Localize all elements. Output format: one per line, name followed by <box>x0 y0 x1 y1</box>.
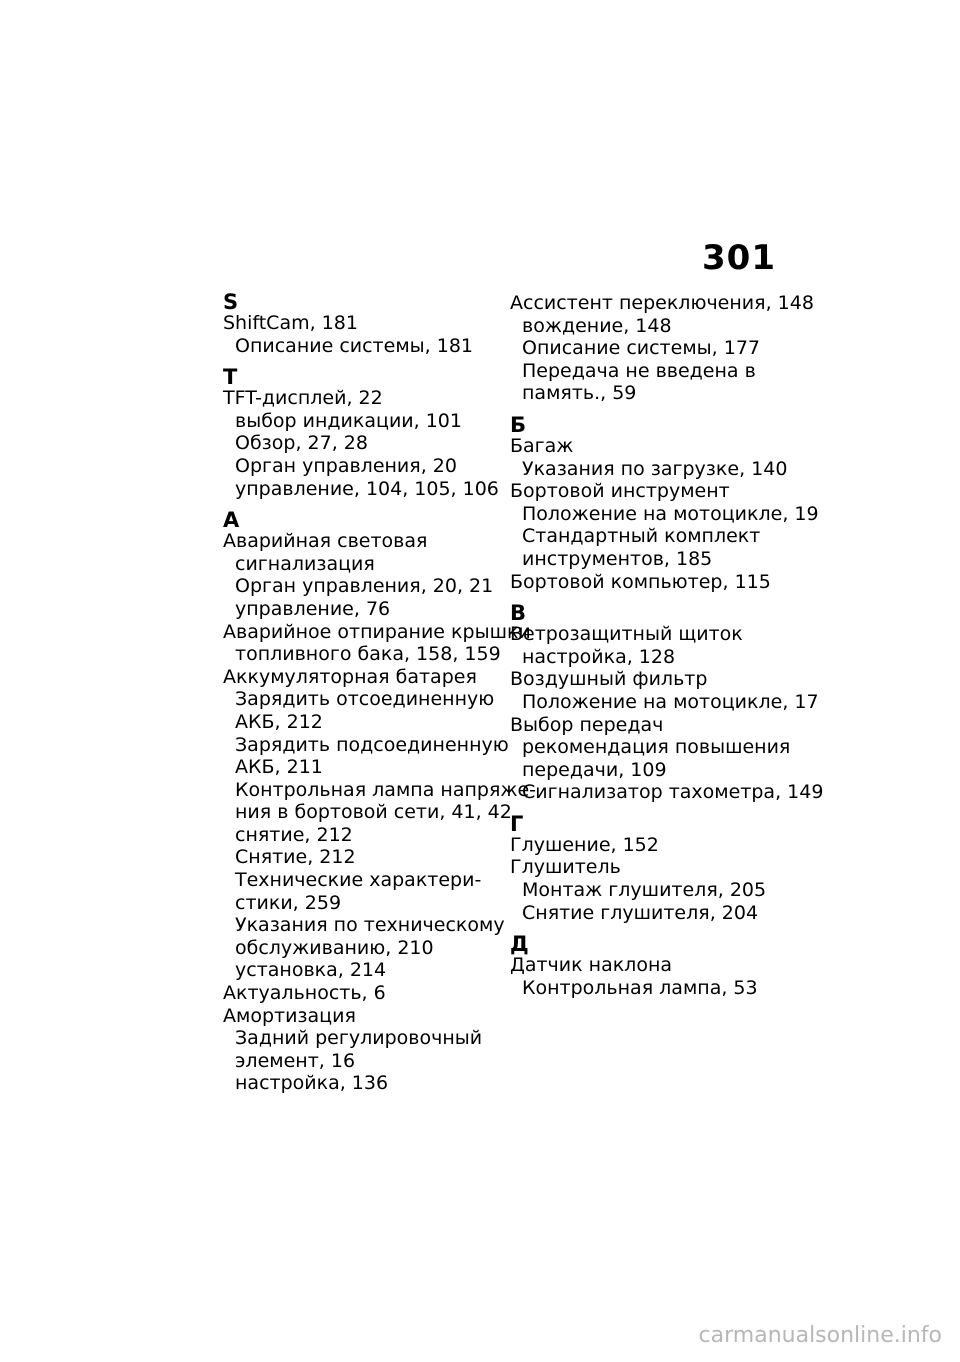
index-entry-line: Ассистент переключения, 148 <box>510 292 814 314</box>
index-subentry-line: Описание системы, 177 <box>522 337 760 360</box>
index-subentry-line: Орган управления, 20 <box>235 454 457 477</box>
index-subentry-line: настройка, 136 <box>235 1072 389 1095</box>
index-subentry-line: Снятие, 212 <box>235 846 356 869</box>
index-entry-line: Аварийное отпирание крышки <box>223 620 531 643</box>
index-subentry-line: настройка, 128 <box>522 645 676 668</box>
section-letter: А <box>223 508 240 533</box>
index-subentry-line: Орган управления, 20, 21 <box>235 575 494 598</box>
index-subentry-line: Положение на мотоцикле, 19 <box>522 502 819 525</box>
index-section <box>223 292 493 357</box>
index-subentry-line: Положение на мотоцикле, 17 <box>522 690 819 713</box>
index-subentry-line: Указания по техническому <box>235 914 505 937</box>
index-subentry-line: элемент, 16 <box>235 1049 356 1072</box>
index-subentry-line: Технические характери- <box>235 869 482 892</box>
index-subentry-line: инструментов, 185 <box>522 547 713 570</box>
index-entry <box>510 834 800 857</box>
index-section <box>223 508 537 1095</box>
index-subentry-line: сигнализация <box>235 552 375 575</box>
index-entry <box>223 982 493 1005</box>
index-entry-line: ShiftCam, 181 <box>223 312 358 334</box>
index-entry-line: TFT-дисплей, 22 <box>223 387 383 410</box>
index-subentry-line: Контрольная лампа напряже- <box>235 778 537 801</box>
index-subentry-line: Зарядить подсоединенную <box>235 733 509 756</box>
index-subentry-line: Контрольная лампа, 53 <box>522 976 758 999</box>
index-entry-line: Аварийная световая <box>223 530 428 553</box>
index-subentry-line: Зарядить отсоединенную <box>235 688 495 711</box>
index-column-left <box>223 290 537 1095</box>
index-subentry-line: обслуживанию, 210 <box>235 936 434 959</box>
index-subentry-line: Стандартный комплект <box>522 525 761 548</box>
index-subentry-line: память., 59 <box>522 382 637 405</box>
index-section <box>510 811 800 924</box>
index-entry <box>510 571 800 594</box>
index-entry-line: Аккумуляторная батарея <box>223 665 477 688</box>
index-entry <box>510 292 814 405</box>
index-entry <box>223 312 493 357</box>
index-subentry-line: рекомендация повышения <box>522 736 791 759</box>
index-entry <box>223 620 531 666</box>
index-subentry-line: Задний регулировочный <box>235 1027 483 1050</box>
index-entry-line: Воздушный фильтр <box>510 668 708 691</box>
index-entry <box>510 480 819 570</box>
index-entry-line: Глушитель <box>510 856 621 879</box>
index-subentry-line: вождение, 148 <box>522 314 672 337</box>
index-subentry-line: топливного бака, 158, 159 <box>235 643 501 666</box>
index-subentry-line: АКБ, 211 <box>235 756 323 779</box>
index-subentry-line: управление, 104, 105, 106 <box>235 477 499 500</box>
index-subentry-line: Указания по загрузке, 140 <box>522 457 788 480</box>
section-letter: Г <box>510 811 524 836</box>
index-entry <box>223 665 537 982</box>
index-entry-line: Амортизация <box>223 1004 356 1027</box>
index-subentry-line: Передача не введена в <box>522 359 756 382</box>
index-subentry-line: установка, 214 <box>235 959 387 982</box>
index-entry <box>510 668 819 713</box>
index-entry-line: Бортовой компьютер, 115 <box>510 570 771 593</box>
index-entry-line: Выбор передач <box>510 713 664 736</box>
section-letter: Д <box>510 932 529 957</box>
index-section <box>510 934 800 999</box>
index-section <box>223 365 499 500</box>
index-entry <box>510 435 800 480</box>
index-subentry-line: снятие, 212 <box>235 823 353 846</box>
index-entry-line: Бортовой инструмент <box>510 480 730 503</box>
index-entry-line: Ветрозащитный щиток <box>510 623 743 646</box>
index-subentry-line: Обзор, 27, 28 <box>235 432 368 455</box>
index-entry-line: Глушение, 152 <box>510 833 659 856</box>
section-letter: T <box>223 365 238 390</box>
index-section <box>510 292 814 405</box>
index-entry-line: Актуальность, 6 <box>223 982 386 1005</box>
index-column-right <box>510 292 824 999</box>
index-entry <box>223 1005 493 1095</box>
section-letter: Б <box>510 412 527 437</box>
watermark: carmanualsonline.info <box>698 1323 942 1348</box>
index-subentry-line: Монтаж глушителя, 205 <box>522 879 767 902</box>
index-subentry-line: Описание системы, 181 <box>235 334 473 357</box>
index-entry <box>510 856 800 924</box>
index-entry-line: Багаж <box>510 434 574 457</box>
index-entry <box>510 713 824 804</box>
index-subentry-line: ния в бортовой сети, 41, 42 <box>235 801 512 824</box>
index-subentry-line: АКБ, 212 <box>235 710 323 733</box>
index-subentry-line: управление, 76 <box>235 597 391 620</box>
index-entry-line: Датчик наклона <box>510 954 673 977</box>
section-letter: В <box>510 601 527 626</box>
index-section <box>510 412 819 593</box>
page-number: 301 <box>702 238 776 278</box>
index-entry <box>223 530 493 620</box>
index-subentry-line: выбор индикации, 101 <box>235 409 462 432</box>
index-section <box>510 601 824 804</box>
index-entry <box>510 623 800 668</box>
index-entry <box>223 387 499 500</box>
section-letter: S <box>223 290 239 314</box>
index-subentry-line: Сигнализатор тахометра, 149 <box>522 781 824 804</box>
index-subentry-line: стики, 259 <box>235 891 342 914</box>
index-subentry-line: Снятие глушителя, 204 <box>522 901 759 924</box>
index-entry <box>510 954 800 999</box>
index-subentry-line: передачи, 109 <box>522 758 667 781</box>
